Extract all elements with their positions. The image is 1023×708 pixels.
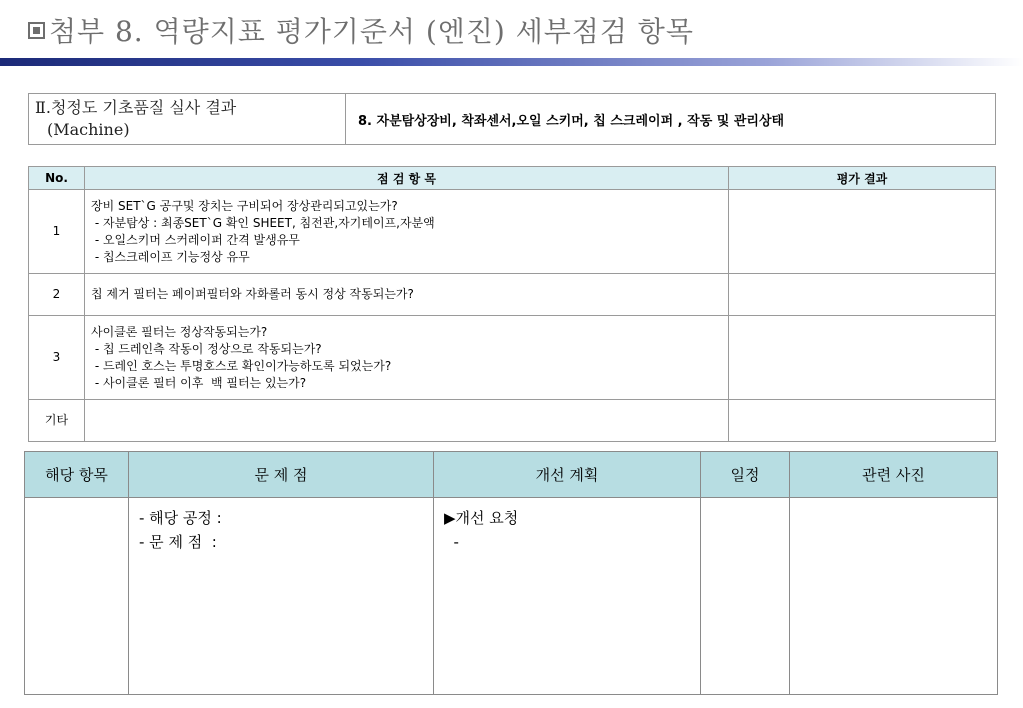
col-header-check-item: 점 검 항 목 bbox=[85, 167, 729, 190]
check-item-line: 칩 제거 필터는 페이퍼필터와 자화롤러 동시 정상 작동되는가? bbox=[91, 287, 414, 301]
col-header-photo: 관련 사진 bbox=[790, 452, 998, 498]
problem-line: - 해당 공정 : bbox=[139, 509, 222, 527]
page-title-text: 첨부 8. 역량지표 평가기준서 (엔진) 세부점검 항목 bbox=[49, 15, 694, 48]
plan-cell[interactable] bbox=[434, 498, 701, 695]
check-item-line: - 사이클론 필터 이후 백 필터는 있는가? bbox=[91, 375, 307, 390]
result-cell[interactable] bbox=[729, 316, 996, 400]
check-item-cell bbox=[85, 190, 729, 274]
page-title bbox=[28, 10, 694, 50]
photo-cell[interactable] bbox=[790, 498, 998, 695]
header-table bbox=[28, 93, 996, 145]
problem-line: - 문 제 점 : bbox=[139, 533, 217, 551]
result-cell[interactable] bbox=[729, 400, 996, 442]
check-table bbox=[28, 166, 996, 442]
row-number: 2 bbox=[29, 274, 85, 316]
row-number: 1 bbox=[29, 190, 85, 274]
result-cell[interactable] bbox=[729, 190, 996, 274]
table-row bbox=[29, 400, 996, 442]
check-table-header bbox=[29, 167, 996, 190]
improvement-table-header bbox=[25, 452, 998, 498]
check-item-line: 사이클론 필터는 정상작동되는가? bbox=[91, 324, 268, 339]
plan-line: ▶개선 요청 bbox=[444, 509, 519, 527]
square-bullet-icon bbox=[28, 22, 45, 39]
check-item-line: - 자분탐상 : 최종SET`G 확인 SHEET, 침전관,자기테이프,자분액 bbox=[91, 215, 435, 230]
row-number: 3 bbox=[29, 316, 85, 400]
check-item-cell bbox=[85, 274, 729, 316]
row-number: 기타 bbox=[29, 400, 85, 442]
check-item-line: - 칩 드레인측 작동이 정상으로 작동되는가? bbox=[91, 341, 322, 356]
title-divider-bar bbox=[0, 58, 1023, 66]
problem-cell[interactable] bbox=[129, 498, 434, 695]
col-header-schedule: 일정 bbox=[701, 452, 790, 498]
table-row bbox=[29, 190, 996, 274]
plan-line: - bbox=[444, 533, 459, 551]
category-line-2: (Machine) bbox=[47, 120, 130, 139]
col-header-plan: 개선 계획 bbox=[434, 452, 701, 498]
check-item-cell bbox=[85, 316, 729, 400]
table-row bbox=[25, 498, 998, 695]
item-cell[interactable] bbox=[25, 498, 129, 695]
col-header-item: 해당 항목 bbox=[25, 452, 129, 498]
improvement-table bbox=[24, 451, 998, 695]
check-item-cell bbox=[85, 400, 729, 442]
check-item-line: - 칩스크레이프 기능정상 유무 bbox=[91, 249, 250, 264]
category-cell bbox=[29, 94, 346, 145]
table-row bbox=[29, 274, 996, 316]
col-header-result: 평가 결과 bbox=[729, 167, 996, 190]
subject-cell: 8. 자분탐상장비, 착좌센서,오일 스키머, 칩 스크레이퍼 , 작동 및 관리상태 bbox=[346, 94, 996, 145]
col-header-no: No. bbox=[29, 167, 85, 190]
check-item-line: 장비 SET`G 공구및 장치는 구비되어 장상관리되고있는가? bbox=[91, 198, 398, 213]
result-cell[interactable] bbox=[729, 274, 996, 316]
col-header-problem: 문 제 점 bbox=[129, 452, 434, 498]
category-line-1: Ⅱ.청정도 기초품질 실사 결과 bbox=[35, 98, 237, 117]
schedule-cell[interactable] bbox=[701, 498, 790, 695]
check-item-line: - 드레인 호스는 투명호스로 확인이가능하도록 되었는가? bbox=[91, 358, 392, 373]
check-item-line: - 오일스키머 스커레이퍼 간격 발생유무 bbox=[91, 232, 300, 247]
table-row bbox=[29, 316, 996, 400]
